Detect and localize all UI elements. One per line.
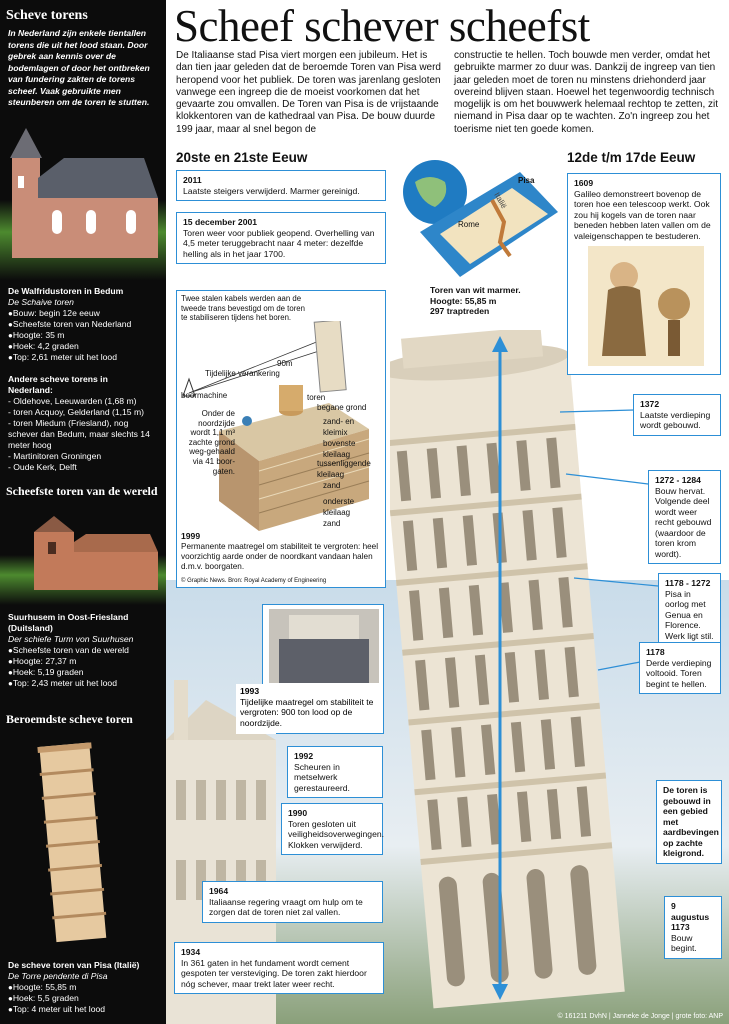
credit-line: © 161211 DvhN | Janneke de Jonge | grote foto: ANP — [557, 1013, 723, 1020]
diagram-anchor: Tijdelijke verankering — [205, 369, 280, 378]
timeline-text: Toren gesloten uit veiligheidsoverwegingen. Klokken verwijderd. — [288, 818, 385, 850]
connector-lines — [560, 400, 670, 720]
section-head-12-17: 12de t/m 17de Eeuw — [567, 150, 696, 165]
drilling-diagram — [176, 290, 386, 588]
walfridus-item: ● Top: 2,61 meter uit het lood — [8, 352, 154, 363]
suurhusen-info — [0, 612, 162, 689]
intro-column-2: constructie te hellen. Toch bouwde men verder, omdat het gebruikte marmer zo duur was. Dankzij de ingreep van tien jaar geleden moet de toren nu minstens driehonderd jaar overeind blijven staan. Hoewel het tegenwoordig technisch mogelijk is om het bouwwerk helemaal rechtop te zetten, zit niemand in Pisa daar op te wachten. Zo'n ingreep zou het toerisme niet ten goede komen. — [454, 50, 719, 135]
timeline-year: 9 augustus 1173 — [671, 901, 710, 932]
timeline-box-1992 — [287, 746, 383, 798]
timeline-box-1934 — [174, 942, 384, 994]
sidebar — [0, 0, 166, 1024]
diagram-cables-note: Twee stalen kabels werden aan de tweede trans bevestigd om de toren te stabiliseren tijdens het boren. — [181, 294, 305, 322]
timeline-box-1173 — [664, 896, 722, 959]
diagram-year-1999: 1999 — [181, 531, 201, 541]
other-tower-item: - Oude Kerk, Delft — [8, 462, 77, 472]
diagram-zand-2: zand — [323, 519, 341, 528]
other-tower-item: - toren Acquoy, Gelderland (1,15 m) — [8, 407, 144, 417]
timeline-text: In 361 gaten in het fundament wordt cement gespoten ter versteviging. De toren zakt hierdoor nóg schever, maar trekt later weer recht. — [181, 957, 367, 989]
italy-map — [400, 152, 560, 282]
timeline-text: Bouw begint. — [671, 932, 697, 953]
diagram-boormachine: boormachine — [181, 391, 228, 400]
sidebar-title-scheefste: Scheefste toren van de wereld — [6, 484, 158, 498]
other-towers-title: Andere scheve torens in Nederland: — [8, 374, 108, 395]
timeline-text: Derde verdieping voltooid. Toren begint te hellen. — [646, 657, 712, 689]
timeline-text: Galileo demonstreert bovenop de toren hoe een telescoop werkt. Ook zou hij kogels van de toren naar beneden hebben laten vallen om de valeigenschappen te bestuderen. — [574, 188, 711, 241]
walfridus-info — [0, 286, 162, 363]
pisa-info-item: ● Top: 4 meter uit het lood — [8, 1004, 154, 1015]
timeline-year: 15 december 2001 — [183, 217, 258, 227]
timeline-year: 1934 — [181, 947, 201, 957]
diagram-onderste: onderste kleilaag — [323, 497, 355, 517]
suurhusen-item: ● Scheefste toren van de wereld — [8, 645, 154, 656]
diagram-left-note: Onder de noordzijde wordt 1,1 m³ zachte grond weg-gehaald via 41 boor-gaten. — [188, 409, 235, 476]
intro-column-1: De Italiaanse stad Pisa viert morgen een jubileum. Het is dan tien jaar geleden dat de beroemde Toren van Pisa werd heropend voor het publiek. De toren was jarenlang gesloten vanwege een ingreep die de moeist voorkomen dat het gevaarte zou omvallen. De Toren van Pisa is de vrijstaande klokkentoren van de kathedraal van Pisa. De bouw duurde 199 jaar, maar al snel begon de — [176, 50, 441, 135]
diagram-zand-1: zand — [323, 481, 341, 490]
timeline-year: 1993 — [240, 686, 260, 696]
map-label-italie: Italië — [492, 190, 509, 211]
timeline-text: Pisa in oorlog met Genua en Florence. Werk ligt stil. — [665, 588, 714, 641]
suurhusen-item: ● Hoek: 5,19 graden — [8, 667, 154, 678]
diagram-source: © Graphic News. Bron: Royal Academy of Engineering — [181, 578, 327, 584]
timeline-year: 1178 - 1272 — [665, 578, 711, 588]
page-title: Scheef schever scheefst — [174, 1, 590, 51]
walfridus-item: ● Scheefste toren van Nederland — [8, 319, 154, 330]
diagram-begane: begane grond — [317, 403, 367, 412]
timeline-year: 1372 — [640, 399, 660, 409]
timeline-text: Tijdelijke maatregel om stabiliteit te vergroten: 900 ton lood op de noordzijde. — [240, 696, 374, 728]
sidebar-intro: In Nederland zijn enkele tientallen torens die uit het lood staan. Door gebrek aan kennis over de bodemlagen of door het ontbreken van fundering zakten de torens scheef. Vaak gebruikte men steunberen om de toren te stutten. — [8, 28, 150, 107]
sidebar-title-beroemdste: Beroemdste scheve toren — [6, 712, 133, 726]
suurhusen-subtitle: Der schiefe Turm von Suurhusen — [8, 634, 134, 644]
pisa-info-title: De scheve toren van Pisa (Italië) — [8, 960, 140, 970]
other-tower-item: - Martinitoren Groningen — [8, 451, 102, 461]
timeline-year: 1178 — [646, 647, 665, 657]
tower-caption: Toren van wit marmer. Hoogte: 55,85 m 297 traptreden — [430, 285, 521, 316]
timeline-year: 1964 — [209, 886, 229, 896]
timeline-text: Scheuren in metselwerk gerestaureerd. — [294, 761, 350, 793]
diagram-distance: 90m — [277, 359, 293, 368]
timeline-text: Laatste steigers verwijderd. Marmer gereinigd. — [183, 185, 360, 196]
timeline-year: 1992 — [294, 751, 314, 761]
timeline-text: Bouw hervat. Volgende deel wordt weer recht gebouwd (waardoor de toren krom wordt). — [655, 485, 712, 559]
pisa-info-item: ● Hoogte: 55,85 m — [8, 982, 154, 993]
walfridus-item: ● Bouw: begin 12e eeuw — [8, 308, 154, 319]
suurhusen-title: Suurhusem in Oost-Friesland (Duitsland) — [8, 612, 129, 633]
map-label-pisa: Pisa — [518, 176, 535, 185]
timeline-box-1990 — [281, 803, 383, 855]
diagram-text-1999: Permanente maatregel om stabiliteit te vergroten: heel voorzichtig aarde onder de noordkant vandaan halen d.m.v. boorgaten. — [181, 542, 379, 571]
diagram-bovenste: bovenste kleilaag — [323, 439, 356, 459]
timeline-box-1993-text — [238, 684, 384, 730]
section-head-20-21: 20ste en 21ste Eeuw — [176, 150, 308, 165]
timeline-year: 1990 — [288, 808, 308, 818]
galileo-illustration — [588, 246, 704, 366]
other-tower-item: - Oldehove, Leeuwarden (1,68 m) — [8, 396, 137, 406]
diagram-toren: toren — [307, 393, 326, 402]
lead-weights-photo — [269, 609, 379, 683]
timeline-text: Toren weer voor publiek geopend. Overhelling van 4,5 meter teruggebracht naar 4 meter: dezelfde helling als in het jaar 1700. — [183, 227, 375, 259]
timeline-year: 2011 — [183, 175, 202, 185]
timeline-box-2011 — [176, 170, 386, 201]
timeline-box-2001 — [176, 212, 386, 264]
pisa-info-subtitle: De Torre pendente di Pisa — [8, 971, 108, 981]
timeline-year: 1609 — [574, 178, 594, 188]
pisa-info — [0, 960, 162, 1015]
pisa-tower-small-illustration — [36, 736, 126, 948]
map-label-rome: Rome — [458, 220, 480, 229]
walfridus-title: De Walfridustoren in Bedum — [8, 286, 124, 296]
suurhusen-item: ● Top: 2,43 meter uit het lood — [8, 678, 154, 689]
other-tower-item: - toren Miedum (Friesland), nog schever dan Bedum, maar slechts 14 meter hoog — [8, 418, 150, 450]
diagram-zand-klei: zand- en kleimix — [323, 417, 355, 437]
timeline-box-1609 — [567, 173, 721, 375]
bedum-church-illustration — [4, 118, 162, 260]
suurhusen-item: ● Hoogte: 27,37 m — [8, 656, 154, 667]
timeline-text: Laatste verdieping wordt gebouwd. — [640, 409, 711, 430]
timeline-year: 1272 - 1284 — [655, 475, 701, 485]
diagram-tussen: tussenliggende kleilaag — [317, 459, 371, 479]
walfridus-item: ● Hoogte: 35 m — [8, 330, 154, 341]
other-towers-info — [0, 374, 162, 473]
walfridus-subtitle: De Schaive toren — [8, 297, 74, 307]
timeline-text: Italiaanse regering vraagt om hulp om te zorgen dat de toren niet zal vallen. — [209, 896, 363, 917]
sidebar-title-scheve-torens: Scheve torens — [6, 8, 88, 23]
soft-clay-note: De toren is gebouwd in een gebied met aardbevingen op zachte kleigrond. — [656, 780, 722, 864]
suurhusen-church-illustration — [30, 512, 160, 592]
pisa-info-item: ● Hoek: 5,5 graden — [8, 993, 154, 1004]
timeline-box-1964 — [202, 881, 383, 923]
walfridus-item: ● Hoek: 4,2 graden — [8, 341, 154, 352]
